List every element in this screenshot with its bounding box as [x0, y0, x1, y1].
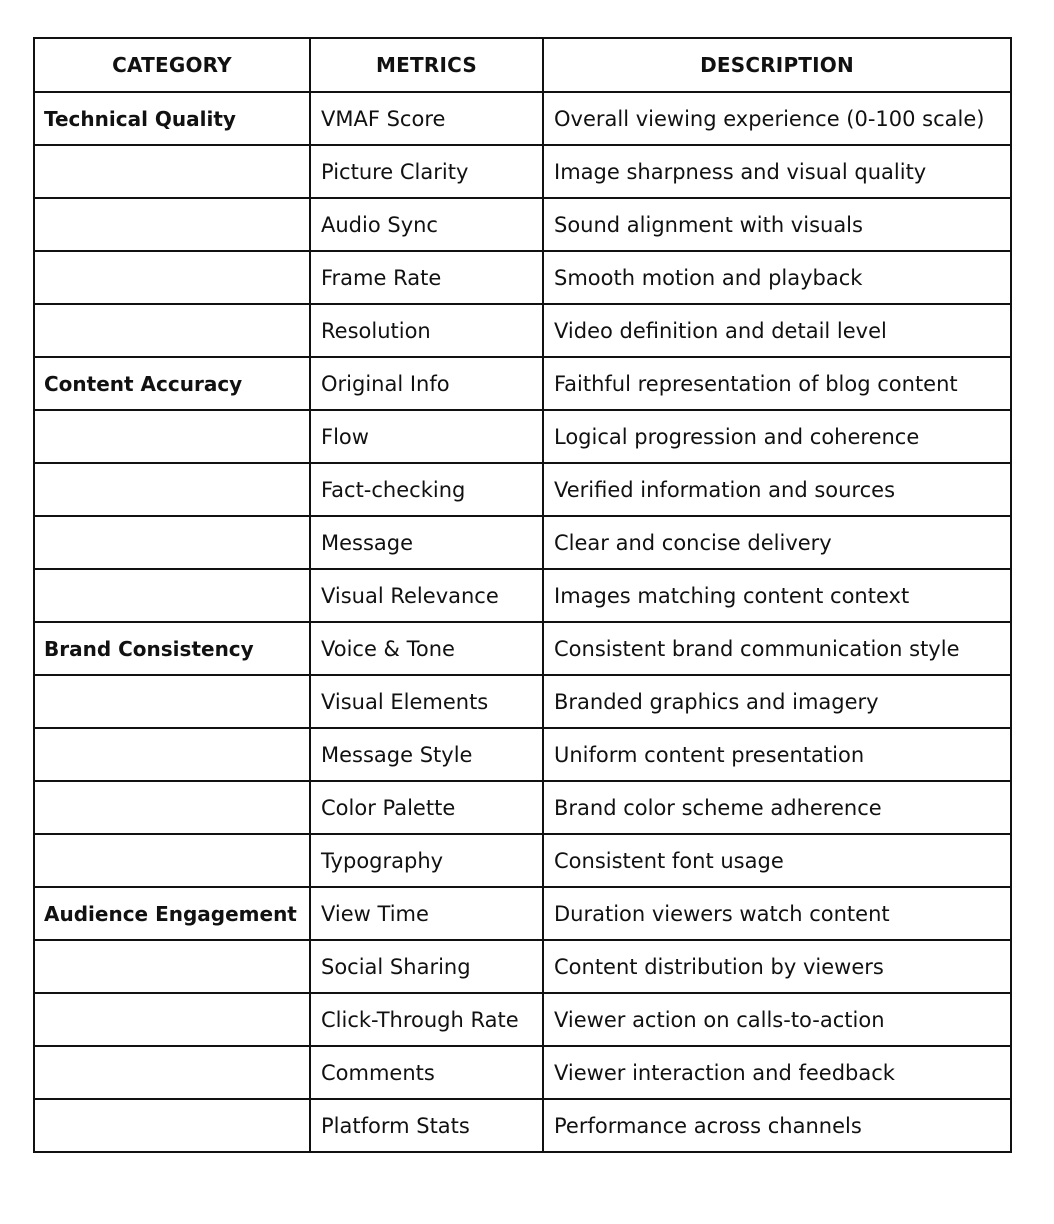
metric-cell: Original Info — [310, 357, 543, 410]
category-cell — [34, 728, 310, 781]
metric-cell: Flow — [310, 410, 543, 463]
metrics-table — [33, 37, 1012, 1153]
metric-cell: View Time — [310, 887, 543, 940]
metric-cell: Typography — [310, 834, 543, 887]
metric-cell: Color Palette — [310, 781, 543, 834]
table-header — [34, 38, 1011, 92]
metric-cell: Audio Sync — [310, 198, 543, 251]
category-cell — [34, 410, 310, 463]
description-cell: Faithful representation of blog content — [543, 357, 1011, 410]
table-row — [34, 92, 1011, 145]
metric-cell: Comments — [310, 1046, 543, 1099]
category-cell: Audience Engagement — [34, 887, 310, 940]
header-description: DESCRIPTION — [543, 38, 1011, 92]
header-metrics: METRICS — [310, 38, 543, 92]
table-row — [34, 516, 1011, 569]
description-cell: Content distribution by viewers — [543, 940, 1011, 993]
metric-cell: Message Style — [310, 728, 543, 781]
table-row — [34, 834, 1011, 887]
category-cell — [34, 675, 310, 728]
category-cell — [34, 198, 310, 251]
description-cell: Clear and concise delivery — [543, 516, 1011, 569]
header-row — [34, 38, 1011, 92]
metric-cell: Message — [310, 516, 543, 569]
table-row — [34, 410, 1011, 463]
description-cell: Overall viewing experience (0-100 scale) — [543, 92, 1011, 145]
metric-cell: Platform Stats — [310, 1099, 543, 1152]
description-cell: Images matching content context — [543, 569, 1011, 622]
description-cell: Performance across channels — [543, 1099, 1011, 1152]
table-row — [34, 940, 1011, 993]
metric-cell: Resolution — [310, 304, 543, 357]
category-cell — [34, 993, 310, 1046]
description-cell: Brand color scheme adherence — [543, 781, 1011, 834]
table-row — [34, 251, 1011, 304]
description-cell: Verified information and sources — [543, 463, 1011, 516]
category-cell: Content Accuracy — [34, 357, 310, 410]
table-row — [34, 1099, 1011, 1152]
metric-cell: VMAF Score — [310, 92, 543, 145]
metric-cell: Click-Through Rate — [310, 993, 543, 1046]
category-cell — [34, 781, 310, 834]
metric-cell: Picture Clarity — [310, 145, 543, 198]
description-cell: Viewer action on calls-to-action — [543, 993, 1011, 1046]
table-row — [34, 463, 1011, 516]
description-cell: Viewer interaction and feedback — [543, 1046, 1011, 1099]
table-row — [34, 304, 1011, 357]
category-cell — [34, 1099, 310, 1152]
table-row — [34, 622, 1011, 675]
description-cell: Consistent brand communication style — [543, 622, 1011, 675]
category-cell — [34, 304, 310, 357]
metric-cell: Fact-checking — [310, 463, 543, 516]
description-cell: Uniform content presentation — [543, 728, 1011, 781]
table-row — [34, 993, 1011, 1046]
category-cell — [34, 940, 310, 993]
description-cell: Logical progression and coherence — [543, 410, 1011, 463]
description-cell: Video definition and detail level — [543, 304, 1011, 357]
metric-cell: Frame Rate — [310, 251, 543, 304]
description-cell: Smooth motion and playback — [543, 251, 1011, 304]
table-row — [34, 569, 1011, 622]
metric-cell: Social Sharing — [310, 940, 543, 993]
description-cell: Image sharpness and visual quality — [543, 145, 1011, 198]
table-row — [34, 198, 1011, 251]
table-row — [34, 887, 1011, 940]
description-cell: Sound alignment with visuals — [543, 198, 1011, 251]
category-cell: Brand Consistency — [34, 622, 310, 675]
category-cell — [34, 145, 310, 198]
table-row — [34, 145, 1011, 198]
metric-cell: Visual Elements — [310, 675, 543, 728]
table-row — [34, 675, 1011, 728]
metric-cell: Voice & Tone — [310, 622, 543, 675]
table-body — [34, 92, 1011, 1152]
category-cell — [34, 834, 310, 887]
table-row — [34, 781, 1011, 834]
description-cell: Consistent font usage — [543, 834, 1011, 887]
description-cell: Branded graphics and imagery — [543, 675, 1011, 728]
metric-cell: Visual Relevance — [310, 569, 543, 622]
category-cell: Technical Quality — [34, 92, 310, 145]
category-cell — [34, 463, 310, 516]
category-cell — [34, 569, 310, 622]
header-category: CATEGORY — [34, 38, 310, 92]
table-row — [34, 357, 1011, 410]
table-row — [34, 1046, 1011, 1099]
table-row — [34, 728, 1011, 781]
category-cell — [34, 516, 310, 569]
category-cell — [34, 251, 310, 304]
category-cell — [34, 1046, 310, 1099]
description-cell: Duration viewers watch content — [543, 887, 1011, 940]
